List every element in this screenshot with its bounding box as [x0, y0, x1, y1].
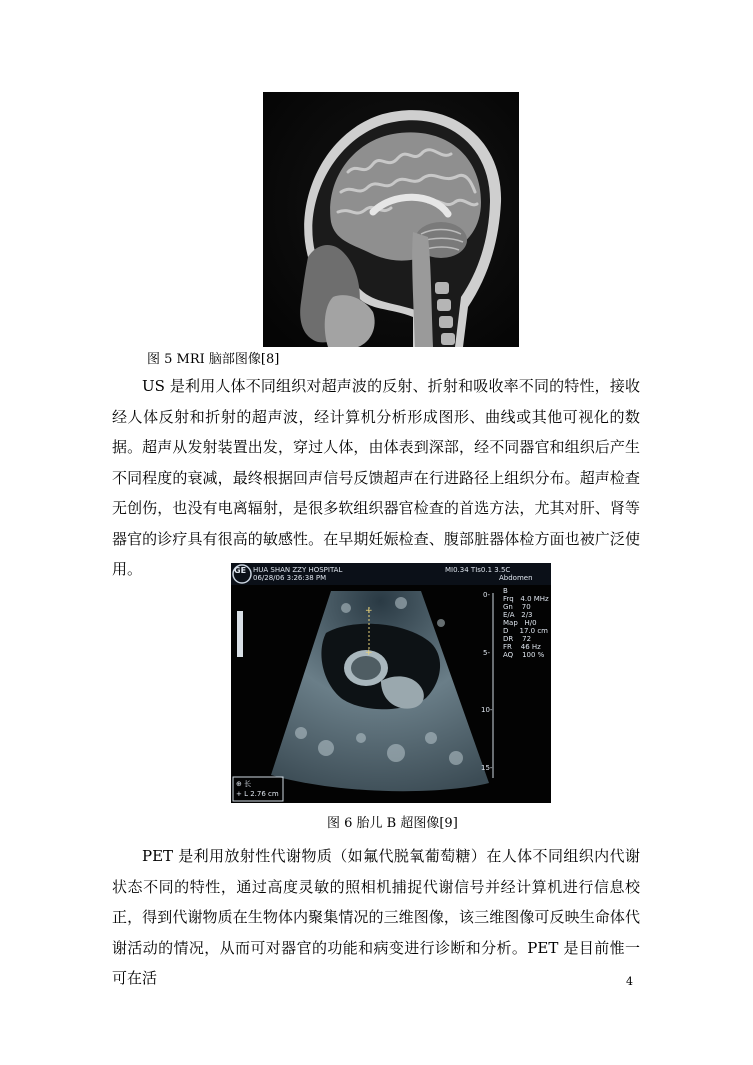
- paragraph-us: US 是利用人体不同组织对超声波的反射、折射和吸收率不同的特性，接收经人体反射和折射的超声波，经计算机分析形成图形、曲线或其他可视化的数据。超声从发射装置出发，穿过人体，由体表到深部，经不同器官和组织后产生不同程度的衰减，最终根据回声信号反馈超声在行进路径上组织分布。超声检查无创伤，也没有电离辐射，是很多软组织器官检查的首选方法，尤其对肝、肾等器官的诊疗具有很高的敏感性。在早期妊娠检查、腹部脏器体检方面也被广泛使用。: [112, 377, 640, 578]
- svg-text:+: +: [365, 606, 373, 616]
- ge-logo: GE: [234, 566, 247, 575]
- us-mode: Abdomen: [499, 574, 533, 582]
- ruler-5: 5-: [483, 649, 490, 657]
- us-measure-value: + L 2.76 cm: [236, 790, 279, 798]
- svg-text:+: +: [365, 648, 373, 658]
- figure6-caption: 图 6 胎儿 B 超图像[9]: [327, 816, 458, 831]
- ultrasound-image: [231, 563, 551, 803]
- figure5-caption: 图 5 MRI 脑部图像[8]: [147, 352, 280, 367]
- ruler-10: 10-: [481, 706, 493, 714]
- us-hospital: HUA SHAN ZZY HOSPITAL: [253, 566, 343, 574]
- us-datetime: 06/28/06 3:26:38 PM: [253, 574, 327, 582]
- us-measure-label: ⊕ 长: [236, 780, 252, 788]
- us-params: B Frq 4.0 MHz Gn 70 E/A 2/3 Map H/0 D 17.0 cm DR 72 FR 46 Hz AQ 100 %: [503, 587, 549, 659]
- paragraph-pet: PET 是利用放射性代谢物质（如氟代脱氧葡萄糖）在人体不同组织内代谢状态不同的特性，通过高度灵敏的照相机捕捉代谢信号并经计算机进行信息校正，得到代谢物质在生物体内聚集情况的三维图像，该三维图像可反映生命体代谢活动的情况，从而可对器官的功能和病变进行诊断和分析。PET 是目前惟一可在活: [112, 847, 640, 987]
- ruler-0: 0-: [483, 591, 490, 599]
- ruler-15: 15-: [481, 764, 493, 772]
- page-number: 4: [626, 975, 633, 988]
- mri-brain-image: [263, 92, 519, 347]
- us-mi: MI0.34 TIs0.1 3.5C: [445, 566, 511, 574]
